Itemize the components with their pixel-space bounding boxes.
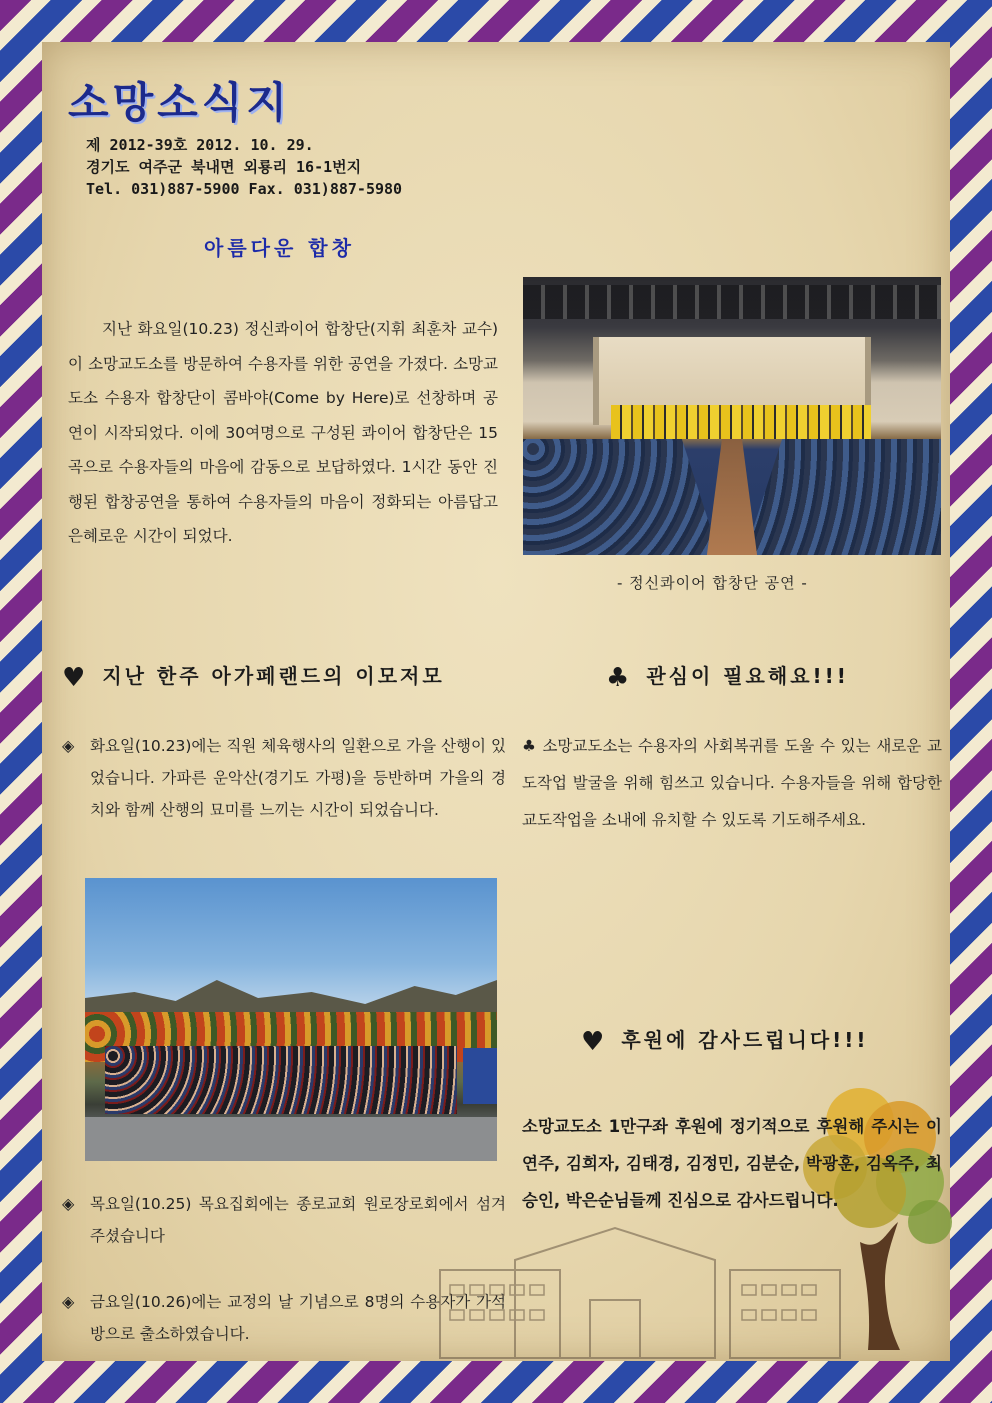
article-body-text: 지난 화요일(10.23) 정신콰이어 합창단(지휘 최훈차 교수)이 소망교도소를 방문하여 수용자를 위한 공연을 가졌다. 소망교도소 수용자 합창단이 콤바야(Come by Here)로 선창하며 공연이 시작되었다. 이에 30여명으로 구성된 콰이어 합창단은 15곡으로 수용자들의 마음에 감동으로 보답하였다. 1시간 동안 진행된 합창공연을 통하여 수용자들의 마음이 정화되는 아름답고 은혜로운 시간이 되었다. (68, 320, 498, 545)
masthead-info (86, 134, 402, 200)
interest-text: ♣ 소망교도소는 수용자의 사회복귀를 도울 수 있는 새로운 교도작업 발굴을 위해 힘쓰고 있습니다. 수용자들을 위해 합당한 교도작업을 소내에 유치할 수 있도록 기도해주세요. (522, 737, 942, 829)
prison-building-illustration (430, 1210, 850, 1360)
diamond-bullet-icon: ◈ (62, 1194, 75, 1213)
interest-heading (606, 660, 849, 693)
club-icon: ♣ (606, 662, 633, 693)
thanks-text: 소망교도소 1만구좌 후원에 정기적으로 후원해 주시는 이연주, 김희자, 김태경, 김정민, 김분순, 박광훈, 김옥주, 최승인, 박은순님들께 진심으로 감사드립니다. (522, 1117, 942, 1210)
staff-group (105, 1046, 457, 1114)
heart-icon: ♥ (62, 662, 89, 693)
thanks-heading (581, 1024, 869, 1057)
agape-heading-text: 지난 한주 아가페랜드의 이모저모 (102, 664, 445, 688)
bus (463, 1048, 497, 1104)
address-line: 경기도 여주군 북내면 외룡리 16-1번지 (86, 158, 362, 176)
interest-heading-text: 관심이 필요해요!!! (646, 664, 849, 688)
hiking-group-photo (85, 878, 497, 1161)
stage-lights (523, 285, 941, 319)
issue-line: 제 2012-39호 2012. 10. 29. (86, 136, 314, 154)
agape-item-text: 금요일(10.26)에는 교정의 날 기념으로 8명의 수용자가 가석방으로 출소하였습니다. (90, 1293, 506, 1343)
contact-line: Tel. 031)887-5900 Fax. 031)887-5980 (86, 180, 403, 198)
photo-caption: - 정신콰이어 합창단 공연 - (617, 574, 808, 592)
agape-heading (62, 660, 445, 693)
heart-icon: ♥ (581, 1026, 608, 1057)
agape-item-text: 화요일(10.23)에는 직원 체육행사의 일환으로 가을 산행이 있었습니다. 가파른 운악산(경기도 가평)을 등반하며 가을의 경치와 함께 산행의 묘미를 느끼는 시간이 되었습니다. (90, 737, 506, 819)
article-body (68, 312, 498, 554)
diamond-bullet-icon: ◈ (62, 1292, 75, 1311)
agape-item-text: 목요일(10.25) 목요집회에는 종로교회 원로장로회에서 섬겨주셨습니다 (90, 1195, 506, 1245)
agape-item-1 (62, 730, 506, 826)
diamond-bullet-icon: ◈ (62, 736, 75, 755)
parking-lot (85, 1117, 497, 1161)
choir-members (611, 405, 871, 439)
article-title: 아름다운 합창 (204, 236, 355, 260)
center-aisle (707, 439, 757, 555)
newsletter-title: 소망소식지 (68, 78, 291, 127)
choir-concert-photo (523, 277, 941, 555)
thanks-heading-text: 후원에 감사드립니다!!! (621, 1028, 869, 1052)
